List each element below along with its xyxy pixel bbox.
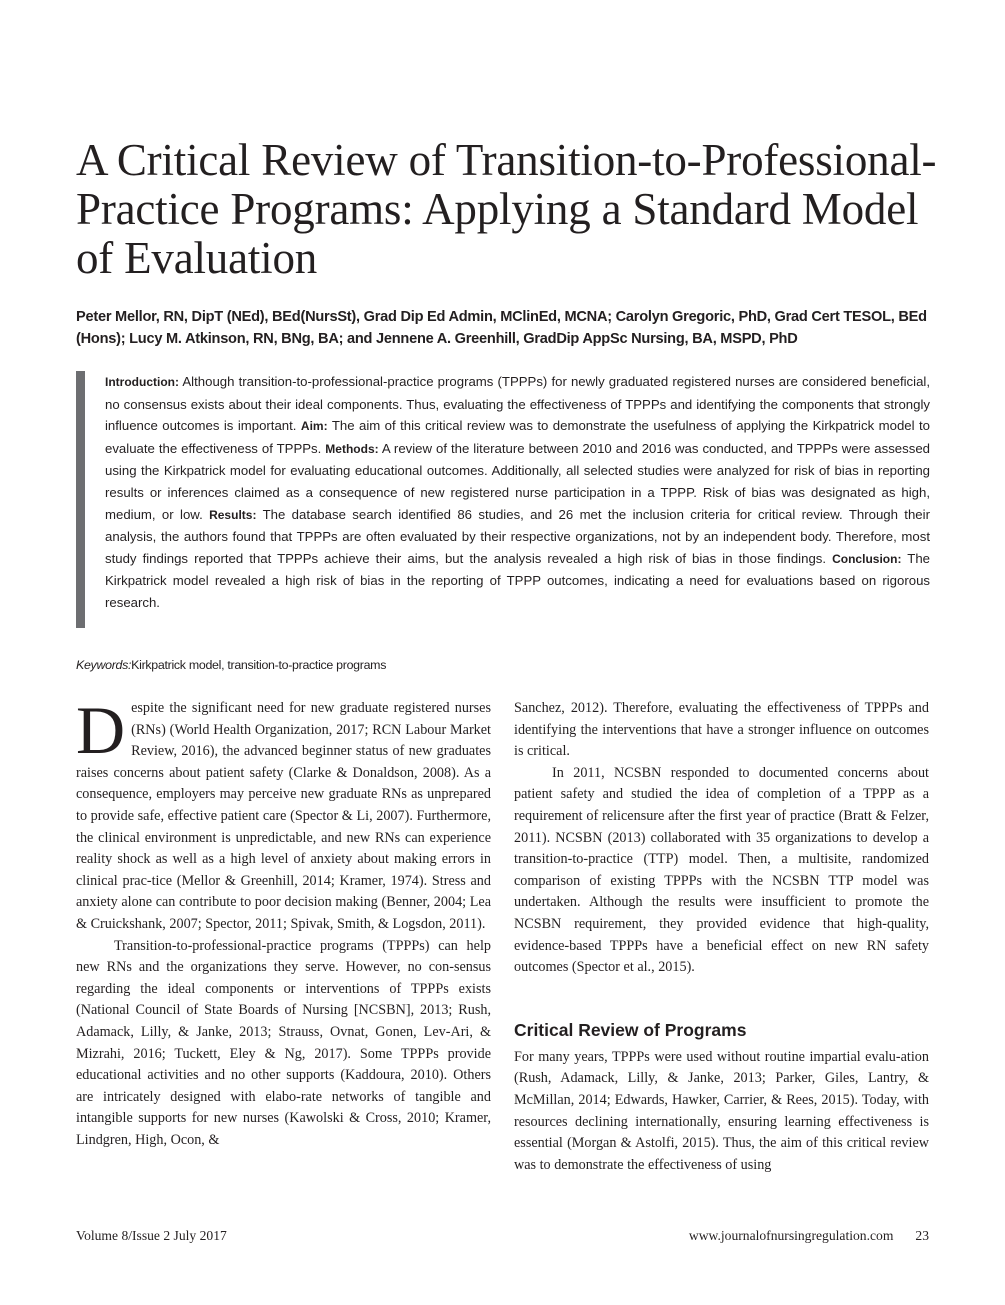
footer-right (689, 1228, 929, 1244)
abstract-intro-text: Although transition-to-professional-practice programs (TPPPs) for newly graduated registered nurses are considered beneficial, no consensus exists about their ideal components. Thus, evaluating the effectiveness of TPPPs and identifying the components that strongly influence outcomes is important. (105, 374, 931, 434)
body-paragraph-5: For many years, TPPPs were used without routine impartial evalu-ation (Rush, Adamack, Lilly, & Janke, 2013; Parker, Giles, Lantry, & McMillan, 2014; Edwards, Hawker, Carrier, & Rees, 2015). Today, with resources declining internationally, ensuring learning effectiveness is essential (Morgan & Astolfi, 2015). Thus, the aim of this critical review was to demonstrate the effectiveness of using (514, 1048, 929, 1173)
abstract-aim-label: Aim: (300, 419, 328, 434)
abstract-aim-text: The aim of this critical review was to demonstrate the usefulness of applying the Kirkpatrick model to evaluate the effectiveness of TPPPs. (105, 418, 930, 456)
body-paragraph-3: Sanchez, 2012). Therefore, evaluating the effectiveness of TPPPs and identifying the interventions that have a stronger influence on outcomes is critical. (514, 700, 929, 760)
drop-cap: D (76, 692, 126, 768)
author-list: Peter Mellor, RN, DipT (NEd), BEd(NursSt), Grad Dip Ed Admin, MClinEd, MCNA; Carolyn Gregoric, PhD, Grad Cert TESOL, BEd (Hons); Lucy M. Atkinson, RN, BNg, BA; and Jennene A. Greenhill, GradDip AppSc Nursing, BA, MSPD, PhD (76, 309, 927, 347)
abstract-results-label: Results: (209, 507, 257, 522)
abstract-methods-text: A review of the literature between 2010 and 2016 was conducted, and TPPPs were assessed using the Kirkpatrick model for evaluating educational outcomes. Additionally, all selected studies were analyzed for risk of bias in reporting results or inferences claimed as a consequence of new registered nurse participation in a TPPP. Risk of bias was designated as high, medium, or low. (105, 440, 930, 522)
page-number: 23 (915, 1228, 929, 1243)
keywords-text: Kirkpatrick model, transition-to-practice programs (131, 658, 387, 672)
abstract-conclusion-text: The Kirkpatrick model revealed a high risk of bias in the reporting of TPPP outcomes, indicating a need for evaluations based on rigorous research. (105, 550, 930, 610)
body-paragraph-1-text: espite the significant need for new graduate registered nurses (RNs) (World Health Organization, 2017; RCN Labour Market Review, 2016), the advanced beginner status of new graduates raises concerns about patient safety (Clarke & Donaldson, 2008). As a consequence, employers may perceive new graduate RNs as unprepared to provide safe, effective patient care (Spector & Li, 2007). Furthermore, the clinical environment is unpredictable, and new RNs can experience reality shock as well as a high level of anxiety about making errors in clinical prac-tice (Mellor & Greenhill, 2014; Kramer, 1974). Stress and anxiety alone can contribute to poor decision making (Benner, 2004; Lea & Cruickshank, 2007; Spector, 2011; Spivak, Smith, & Logsdon, 2011). (76, 700, 491, 932)
abstract (105, 371, 930, 614)
article-title: A Critical Review of Transition-to-Professional-Practice Programs: Applying a Standard Model of Evaluation (76, 135, 937, 283)
abstract-methods-label: Methods: (325, 441, 379, 456)
abstract-conclusion-label: Conclusion: (832, 551, 902, 566)
keywords-line (76, 658, 386, 672)
body-paragraph-2: Transition-to-professional-practice programs (TPPPs) can help new RNs and the organizations they serve. However, no con-sensus regarding the ideal components or interventions of TPPPs exists (National Council of State Boards of Nursing [NCSBN], 2013; Rush, Adamack, Lilly, & Janke, 2013; Strauss, Ovnat, Gonen, Lev-Ari, & Mizrahi, 2016; Tuckett, Eley & Ng, 2017). Some TPPPs provide educational activities and no other supports (Kaddoura, 2010). Others are intricately designed with elabo-rate networks of tangible and intangible supports for new nurses (Kawolski & Cross, 2010; Kramer, Lindgren, High, Ocon, & (76, 937, 491, 1148)
body-column-left (76, 692, 491, 1151)
footer-volume-info: Volume 8/Issue 2 July 2017 (76, 1228, 227, 1243)
keywords-label: Keywords: (76, 658, 132, 672)
body-paragraph-1 (76, 692, 491, 936)
body-paragraph-4: In 2011, NCSBN responded to documented concerns about patient safety and studied the idea of completion of a TPPP as a requirement of relicensure after the first year of practice (Bratt & Felzer, 2011). NCSBN (2013) collaborated with 35 organizations to develop a transition-to-practice (TTP) model. Then, a multisite, randomized comparison of existing TPPPs with the NCSBN TTP model was undertaken. Although the results were insufficient to promote the NCSBN requirement, they provided evidence that high-quality, evidence-based TPPPs have a beneficial effect on new RN safety outcomes (Spector et al., 2015). (514, 764, 929, 976)
footer-website: www.journalofnursingregulation.com (688, 1228, 894, 1243)
body-column-right (514, 698, 929, 1176)
abstract-results-text: The database search identified 86 studies, and 26 met the inclusion criteria for critical review. Through their analysis, the authors found that TPPPs are often evaluated by their respective organizations, not by an independent body. Therefore, most study findings reported that TPPPs achieve their aims, but the analysis revealed a high risk of bias in those findings. (105, 506, 930, 566)
abstract-intro-label: Introduction: (105, 375, 179, 389)
abstract-sidebar-bar (76, 371, 85, 628)
section-heading: Critical Review of Programs (514, 1019, 747, 1040)
